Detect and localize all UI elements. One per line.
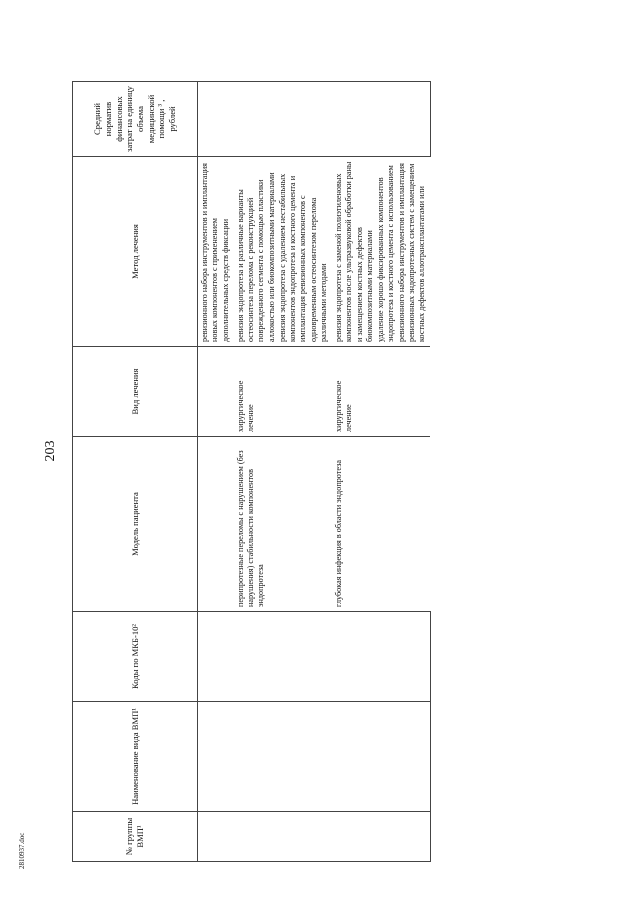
cell-patient-model xyxy=(198,437,234,612)
method-text: ревизионного набора инструментов и имплантация новых компонентов с применением дополнительных средств фиксации xyxy=(200,163,230,342)
cell-treatment-type: хирургическое лечение xyxy=(234,347,332,437)
table-header-row xyxy=(73,82,198,862)
cell-group-number xyxy=(198,812,431,862)
cell-patient-model: перипротезные переломы с нарушением (без нарушения) стабильности компонентов эндопротеза xyxy=(234,437,332,612)
method-text: ревизия эндопротеза с заменой полиэтиленовых компонентов после ультразвуковой обработки раны и замещением костных дефектов биокомпозитными материалами xyxy=(334,161,374,342)
header-treatment-method: Метод лечения xyxy=(73,157,198,347)
method-text: ревизия эндопротеза с удалением нестабильных компонентов эндопротеза и костного цемента и имплантация ревизионных компонентов с одновременным остеосинтезом перелома различными методами xyxy=(277,173,328,342)
vmp-table xyxy=(72,81,431,862)
cell-vmp-name xyxy=(198,702,431,812)
header-treatment-type: Вид лечения xyxy=(73,347,198,437)
method-text: ревизия эндопротеза и различные варианты остеосинтеза перелома с реконструкцией поврежденного сегмента с помощью пластики аллокостью или биокомпозитными материалами xyxy=(235,172,276,342)
cell-treatment-method xyxy=(198,157,234,347)
footer-doc-name: 2810937.doc xyxy=(18,832,26,869)
cell-treatment-method xyxy=(332,157,430,347)
cell-icd-codes xyxy=(198,612,431,702)
page-number: 203 xyxy=(43,440,58,462)
cell-treatment-method xyxy=(234,157,332,347)
cell-treatment-type: хирургическое лечение xyxy=(332,347,430,437)
table-row xyxy=(198,82,234,862)
header-patient-model: Модель пациента xyxy=(73,437,198,612)
cell-treatment-type xyxy=(198,347,234,437)
rotated-table-container xyxy=(72,62,592,862)
cell-cost-norm xyxy=(198,82,431,157)
method-text: удаление хорошо фиксированных компонентов эндопротеза и костного цемента с использованием ревизионного набора инструментов и имплантация ревизионных эндопротезных систем с замещением костных дефектов аллотрансплантатами или xyxy=(376,163,426,342)
header-cost-norm: Средний норматив финансовых затрат на единицу объема медицинской помощи ³ , рублей xyxy=(73,82,198,157)
header-icd-codes: Коды по МКБ-10² xyxy=(73,612,198,702)
cell-patient-model: глубокая инфекция в области эндопротеза xyxy=(332,437,430,612)
header-group-number: № группы ВМП¹ xyxy=(73,812,198,862)
header-vmp-name: Наименование вида ВМП¹ xyxy=(73,702,198,812)
